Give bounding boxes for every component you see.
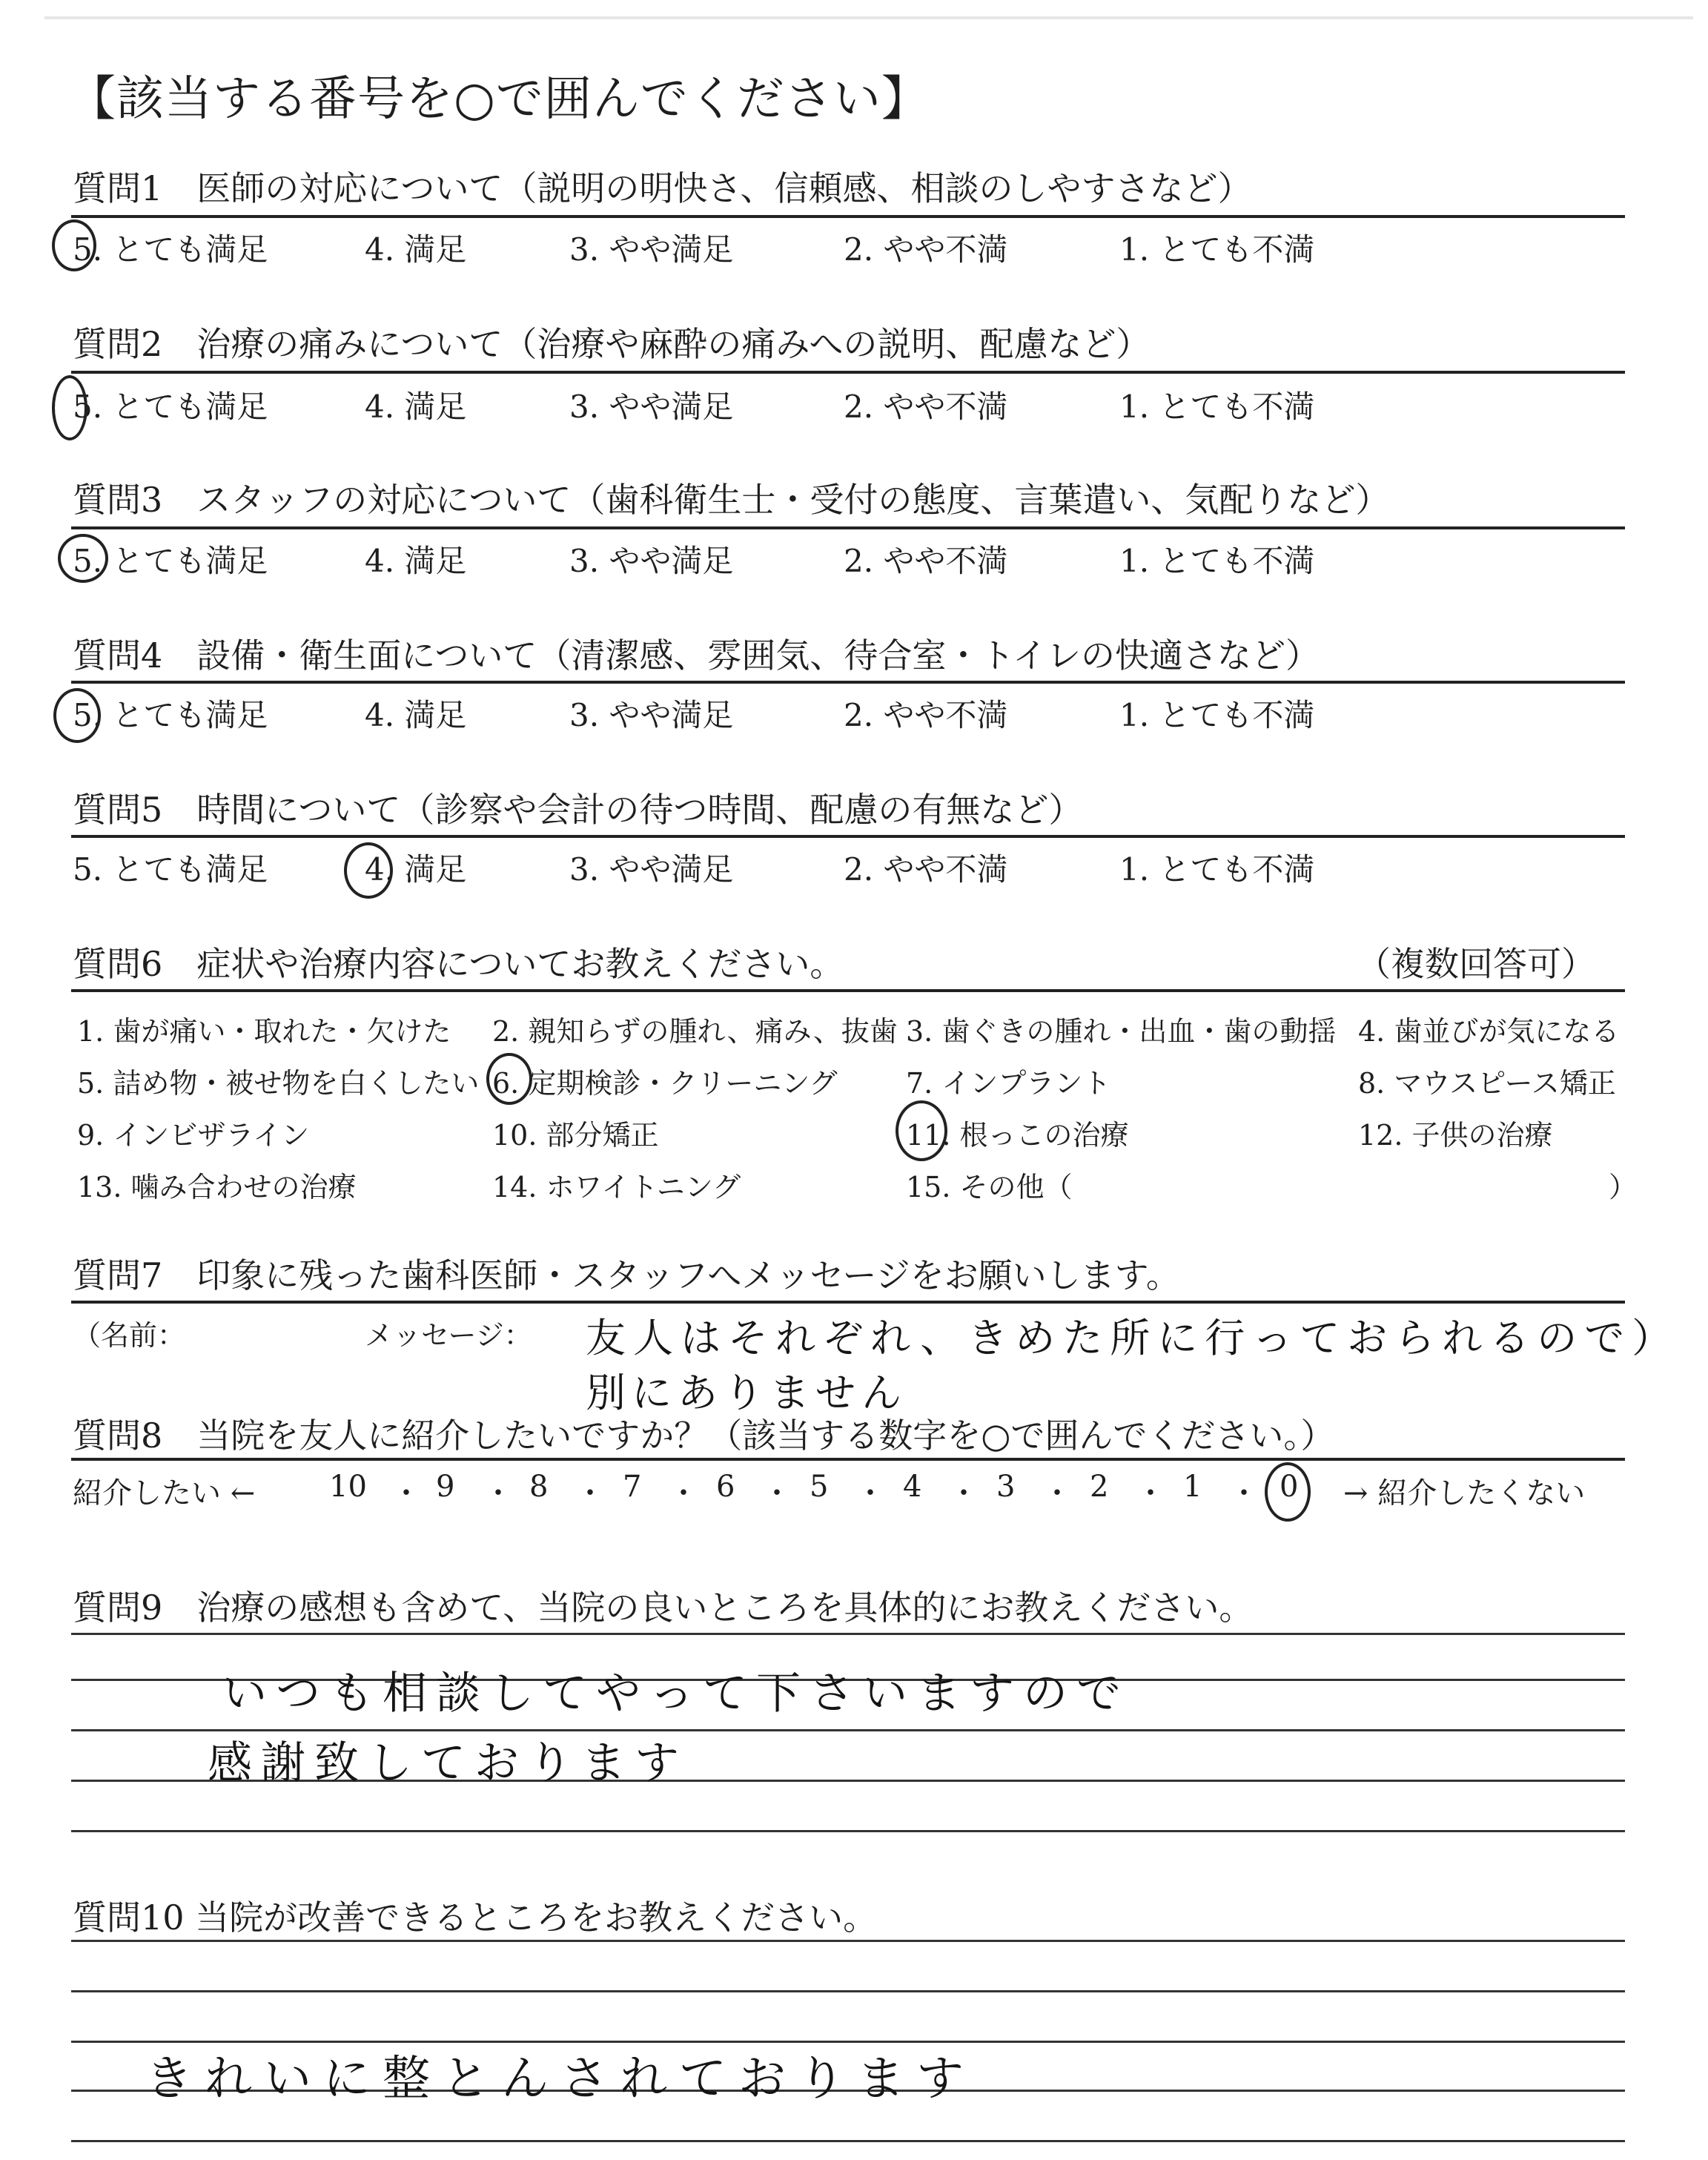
q10-handwritten-answer: きれいに整とんされております — [145, 2052, 976, 2107]
q2-selected-circle — [52, 375, 87, 440]
q3-selected-circle — [58, 534, 108, 583]
q8-score-5[interactable]: 5 — [810, 1470, 829, 1504]
q8-dot: ・ — [1042, 1476, 1072, 1510]
q8-score-1[interactable]: 1 — [1183, 1470, 1202, 1504]
q6-item-14[interactable]: 14. ホワイトニング — [492, 1171, 741, 1203]
q1-option-2[interactable]: 2. やや不満 — [844, 231, 1008, 268]
q3-option-2[interactable]: 2. やや不満 — [844, 543, 1008, 579]
q8-dot: ・ — [391, 1476, 421, 1510]
q3-option-4[interactable]: 4. 満足 — [365, 543, 467, 579]
q9-writing-line — [71, 1633, 1625, 1635]
page-title: 【該当する番号を○で囲んでください】 — [68, 72, 930, 127]
q9-handwritten-answer-1: いつも相談してやって下さいますので — [222, 1668, 1130, 1720]
q8-dot: ・ — [483, 1476, 513, 1510]
q3-rule — [71, 526, 1625, 529]
q8-dot: ・ — [575, 1476, 605, 1510]
q8-rule — [71, 1458, 1625, 1461]
q6-item-5[interactable]: 5. 詰め物・被せ物を白くしたい — [77, 1067, 480, 1100]
q1-option-4[interactable]: 4. 満足 — [365, 231, 467, 268]
q9-handwritten-answer-2: 感謝致しております — [208, 1737, 688, 1789]
q6-item-11[interactable]: 11. 根っこの治療 — [906, 1119, 1129, 1152]
q1-selected-circle — [52, 219, 96, 271]
q4-option-4[interactable]: 4. 満足 — [365, 697, 467, 733]
q6-item-8[interactable]: 8. マウスピース矯正 — [1358, 1067, 1616, 1100]
q6-rule — [71, 989, 1625, 992]
q6-item-2[interactable]: 2. 親知らずの腫れ、痛み、抜歯 — [492, 1015, 898, 1048]
q2-option-1[interactable]: 1. とても不満 — [1119, 389, 1315, 425]
q10-writing-line — [71, 1940, 1625, 1942]
q6-item-12[interactable]: 12. 子供の治療 — [1358, 1119, 1553, 1152]
q9-writing-line — [71, 1830, 1625, 1832]
q6-item-7[interactable]: 7. インプラント — [906, 1067, 1111, 1100]
q2-option-2[interactable]: 2. やや不満 — [844, 389, 1008, 425]
q3-option-5[interactable]: 5. とても満足 — [73, 543, 268, 579]
q8-right-label: → 紹介したくない — [1343, 1476, 1586, 1510]
q6-selected-circle-6 — [486, 1053, 532, 1105]
q5-option-3[interactable]: 3. やや満足 — [569, 851, 734, 888]
q8-score-7[interactable]: 7 — [623, 1470, 642, 1504]
q8-left-label: 紹介したい ← — [73, 1476, 256, 1510]
q8-dot: ・ — [669, 1476, 698, 1510]
q8-score-4[interactable]: 4 — [903, 1470, 922, 1504]
q6-item-1[interactable]: 1. 歯が痛い・取れた・欠けた — [77, 1015, 451, 1048]
q8-title: 質問8 当院を友人に紹介したいですか？（該当する数字を○で囲んでください。） — [73, 1416, 1335, 1456]
q4-option-3[interactable]: 3. やや満足 — [569, 697, 734, 733]
q5-title: 質問5 時間について（診察や会計の待つ時間、配慮の有無など） — [73, 790, 1083, 830]
q1-option-5[interactable]: 5. とても満足 — [73, 231, 268, 268]
q8-selected-circle — [1265, 1462, 1311, 1522]
q5-selected-circle — [344, 842, 393, 899]
q4-option-1[interactable]: 1. とても不満 — [1119, 697, 1315, 733]
q7-handwritten-message-2: 別にありません — [586, 1370, 907, 1416]
q7-title: 質問7 印象に残った歯科医師・スタッフへメッセージをお願いします。 — [73, 1255, 1180, 1295]
q6-item-10[interactable]: 10. 部分矯正 — [492, 1119, 659, 1152]
q8-score-0[interactable]: 0 — [1280, 1470, 1299, 1504]
q3-option-1[interactable]: 1. とても不満 — [1119, 543, 1315, 579]
q5-option-4[interactable]: 4. 満足 — [365, 851, 467, 888]
q5-option-2[interactable]: 2. やや不満 — [844, 851, 1008, 888]
q1-rule — [71, 215, 1625, 218]
q8-dot: ・ — [1229, 1476, 1259, 1510]
q1-option-1[interactable]: 1. とても不満 — [1119, 231, 1315, 268]
q6-item-15[interactable]: 15. その他（ — [906, 1171, 1073, 1203]
q1-title: 質問1 医師の対応について（説明の明快さ、信頼感、相談のしやすさなど） — [73, 168, 1252, 208]
q8-score-9[interactable]: 9 — [436, 1470, 455, 1504]
q4-rule — [71, 681, 1625, 684]
q4-option-5[interactable]: 5. とても満足 — [73, 697, 268, 733]
q2-option-4[interactable]: 4. 満足 — [365, 389, 467, 425]
q2-option-5[interactable]: 5. とても満足 — [73, 389, 268, 425]
q7-message-label: メッセージ： — [365, 1319, 532, 1352]
q8-score-8[interactable]: 8 — [529, 1470, 549, 1504]
q8-dot: ・ — [1136, 1476, 1165, 1510]
q5-option-5[interactable]: 5. とても満足 — [73, 851, 268, 888]
q9-title: 質問9 治療の感想も含めて、当院の良いところを具体的にお教えください。 — [73, 1588, 1254, 1628]
q3-option-3[interactable]: 3. やや満足 — [569, 543, 734, 579]
q6-item-4[interactable]: 4. 歯並びが気になる — [1358, 1015, 1620, 1048]
q2-option-3[interactable]: 3. やや満足 — [569, 389, 734, 425]
q7-name-label: （名前： — [73, 1319, 186, 1352]
q4-selected-circle — [53, 688, 101, 743]
q6-selected-circle-11 — [896, 1100, 947, 1161]
q7-handwritten-message-1: 友人はそれぞれ、きめた所に行っておられるので） — [586, 1315, 1680, 1361]
q8-score-6[interactable]: 6 — [716, 1470, 735, 1504]
q4-option-2[interactable]: 2. やや不満 — [844, 697, 1008, 733]
q8-dot: ・ — [855, 1476, 885, 1510]
scan-top-edge — [44, 16, 1693, 19]
q6-item-13[interactable]: 13. 噛み合わせの治療 — [77, 1171, 357, 1203]
q8-score-10[interactable]: 10 — [329, 1470, 367, 1504]
q6-title: 質問6 症状や治療内容についてお教えください。 — [73, 944, 844, 984]
q6-item-6[interactable]: 6. 定期検診・クリーニング — [492, 1067, 838, 1100]
q10-title: 質問10 当院が改善できるところをお教えください。 — [73, 1898, 878, 1938]
q7-rule — [71, 1301, 1625, 1304]
q6-item-15-close: ） — [1609, 1171, 1638, 1203]
q8-dot: ・ — [762, 1476, 792, 1510]
q2-title: 質問2 治療の痛みについて（治療や麻酔の痛みへの説明、配慮など） — [73, 324, 1151, 364]
q8-score-2[interactable]: 2 — [1090, 1470, 1109, 1504]
q1-option-3[interactable]: 3. やや満足 — [569, 231, 734, 268]
q6-item-3[interactable]: 3. 歯ぐきの腫れ・出血・歯の動揺 — [906, 1015, 1337, 1048]
q8-score-3[interactable]: 3 — [996, 1470, 1016, 1504]
q4-title: 質問4 設備・衛生面について（清潔感、雰囲気、待合室・トイレの快適さなど） — [73, 635, 1320, 676]
q10-writing-line — [71, 2140, 1625, 2142]
q5-option-1[interactable]: 1. とても不満 — [1119, 851, 1315, 888]
q2-rule — [71, 371, 1625, 374]
q5-rule — [71, 835, 1625, 838]
q6-item-9[interactable]: 9. インビザライン — [77, 1119, 310, 1152]
q6-multiple-note: （複数回答可） — [1357, 944, 1595, 984]
q8-dot: ・ — [949, 1476, 979, 1510]
q10-writing-line — [71, 1990, 1625, 1992]
q3-title: 質問3 スタッフの対応について（歯科衛生士・受付の態度、言葉遣い、気配りなど） — [73, 480, 1390, 520]
